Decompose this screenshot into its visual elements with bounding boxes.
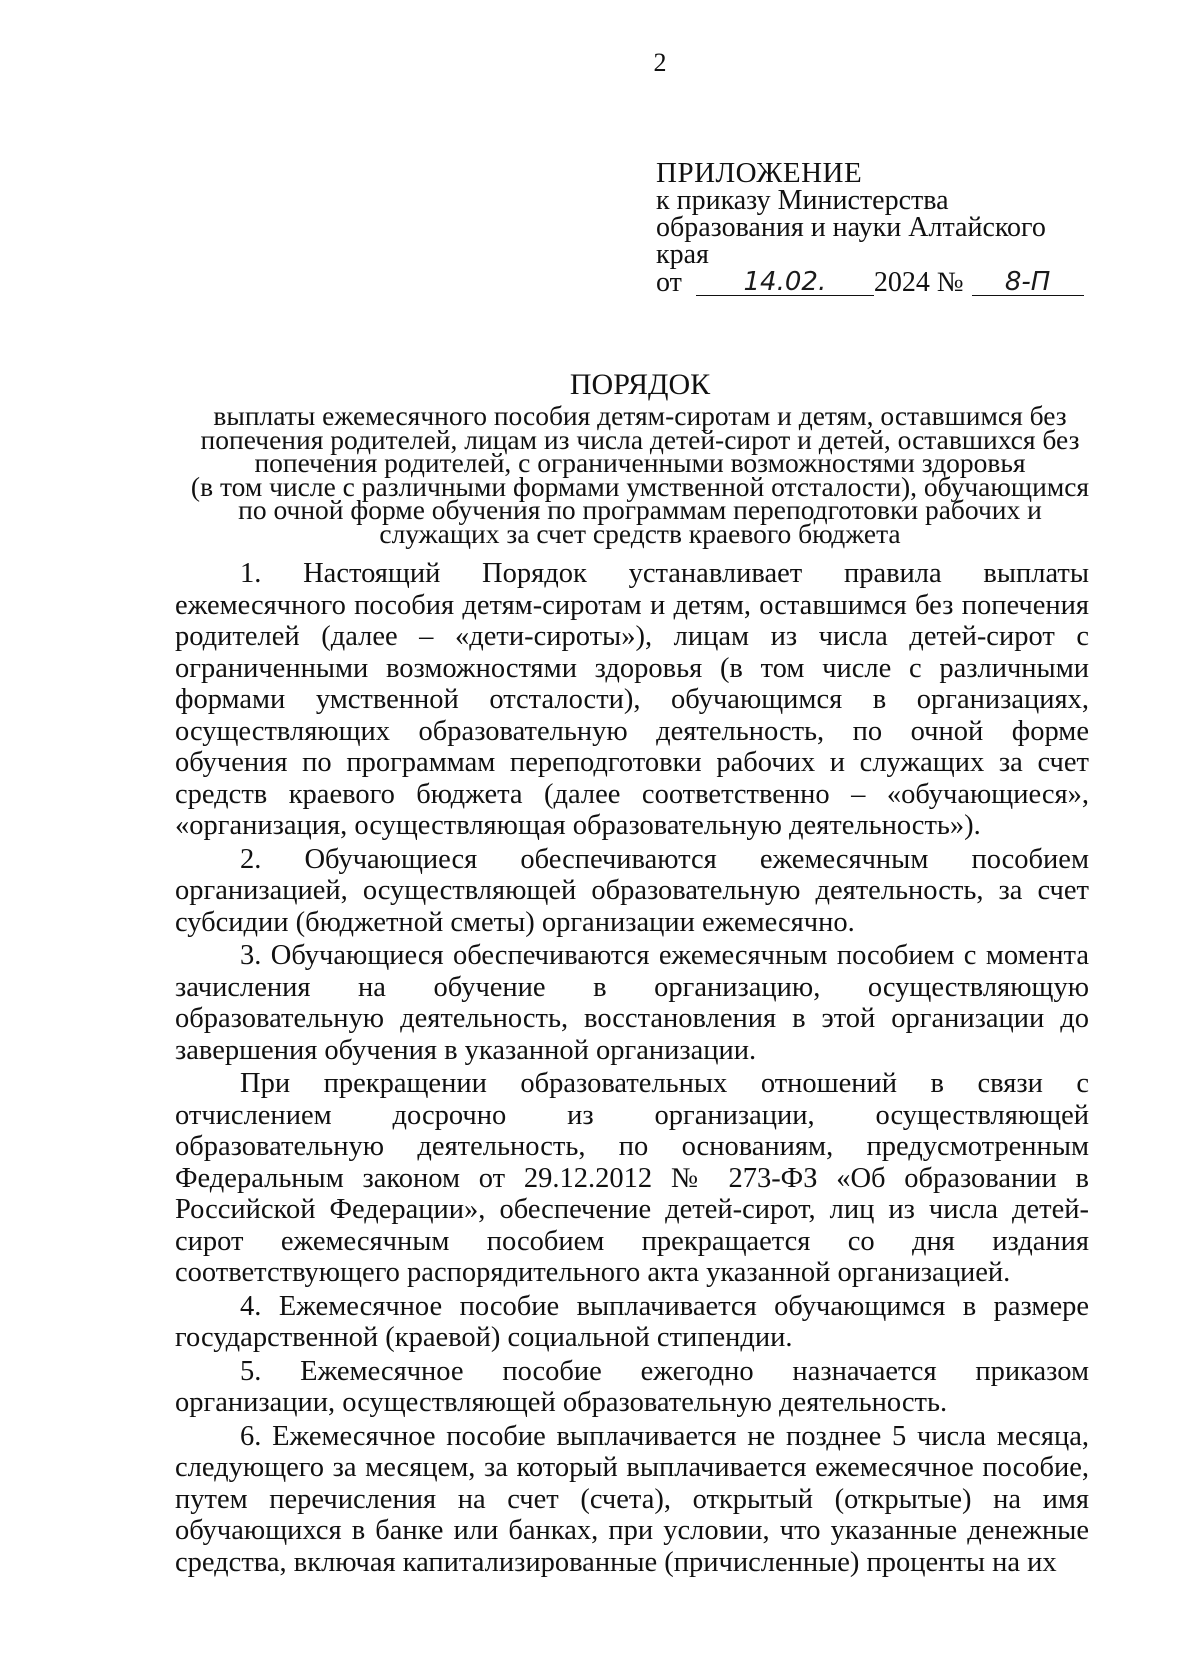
heading-subtitle-line: по очной форме обучения по программам переподготовки рабочих и: [238, 494, 1042, 525]
heading-subtitle-line: попечения родителей, с ограниченными возможностями здоровья: [254, 447, 1026, 478]
appendix-line: к приказу Министерства: [656, 185, 949, 216]
page-number: 2: [653, 48, 667, 77]
handwritten-date: 14.02.: [743, 267, 827, 297]
heading-subtitle-line: (в том числе с различными формами умственной отсталости), обучающимся: [190, 470, 1090, 502]
heading-subtitle-line: попечения родителей, лицам из числа детей-сирот и детей, оставшихся без: [200, 423, 1080, 455]
paragraph-5: 5. Ежемесячное пособие ежегодно назначается приказом организации, осуществляющей образовательную деятельность.: [175, 1355, 1089, 1418]
appendix-line: края: [656, 239, 709, 270]
paragraph-3-continued: При прекращении образовательных отношений в связи с отчислением досрочно из организации, осуществляющей образовательную деятельность, по основаниям, предусмотренным Федеральным законом от 29.12.2012 № 273-ФЗ «Об образовании в Российской Федерации», обеспечение детей-сирот, лиц из числа детей-сирот ежемесячным пособием прекращается со дня издания соответствующего распорядительного акта указанной организацией.: [175, 1068, 1089, 1288]
number-blank: [972, 268, 1084, 296]
appendix-block: [656, 157, 1126, 298]
paragraph-4: 4. Ежемесячное пособие выплачивается обучающимся в размере государственной (краевой) социальной стипендии.: [175, 1290, 1089, 1353]
appendix-date-line: [656, 268, 1126, 296]
paragraph-6: 6. Ежемесячное пособие выплачивается не позднее 5 числа месяца, следующего за месяцем, за который выплачивается ежемесячное пособие, путем перечисления на счет (счета), открытый (открытые) на имя обучающихся в банке или банках, при условии, что указанные денежные средства, включая капитализированные (причисленные) проценты на их: [175, 1420, 1089, 1578]
paragraph-1: 1. Настоящий Порядок устанавливает правила выплаты ежемесячного пособия детям-сиротам и детям, оставшимся без попечения родителей (далее – «дети-сироты»), лицам из числа детей-сирот с ограниченными возможностями здоровья (в том числе с различными формами умственной отсталости), обучающимся в организациях, осуществляющих образовательную деятельность, по очной форме обучения по программам переподготовки рабочих и служащих за счет средств краевого бюджета (далее соответственно – «обучающиеся», «организация, осуществляющая образовательную деятельность»).: [175, 558, 1089, 841]
paragraph-3: 3. Обучающиеся обеспечиваются ежемесячным пособием с момента зачисления на обучение в организацию, осуществляющую образовательную деятельность, восстановления в этой организации до завершения обучения в указанной организации.: [175, 940, 1089, 1066]
appendix-title: ПРИЛОЖЕНИЕ: [656, 157, 863, 189]
appendix-line: образования и науки Алтайского: [656, 212, 1046, 243]
date-prefix: от: [656, 267, 682, 298]
document-heading: [175, 368, 1105, 549]
date-blank: [696, 268, 874, 296]
handwritten-number: 8-П: [1004, 267, 1051, 297]
document-body: [175, 558, 1089, 1580]
heading-title: ПОРЯДОК: [569, 368, 711, 401]
heading-subtitle-line: выплаты ежемесячного пособия детям-сиротам и детям, оставшимся без: [213, 400, 1067, 431]
paragraph-2: 2. Обучающиеся обеспечиваются ежемесячным пособием организацией, осуществляющей образовательную деятельность, за счет субсидии (бюджетной сметы) организации ежемесячно.: [175, 843, 1089, 938]
heading-subtitle-line: служащих за счет средств краевого бюджета: [379, 517, 901, 549]
year-number-label: 2024 №: [873, 267, 964, 298]
